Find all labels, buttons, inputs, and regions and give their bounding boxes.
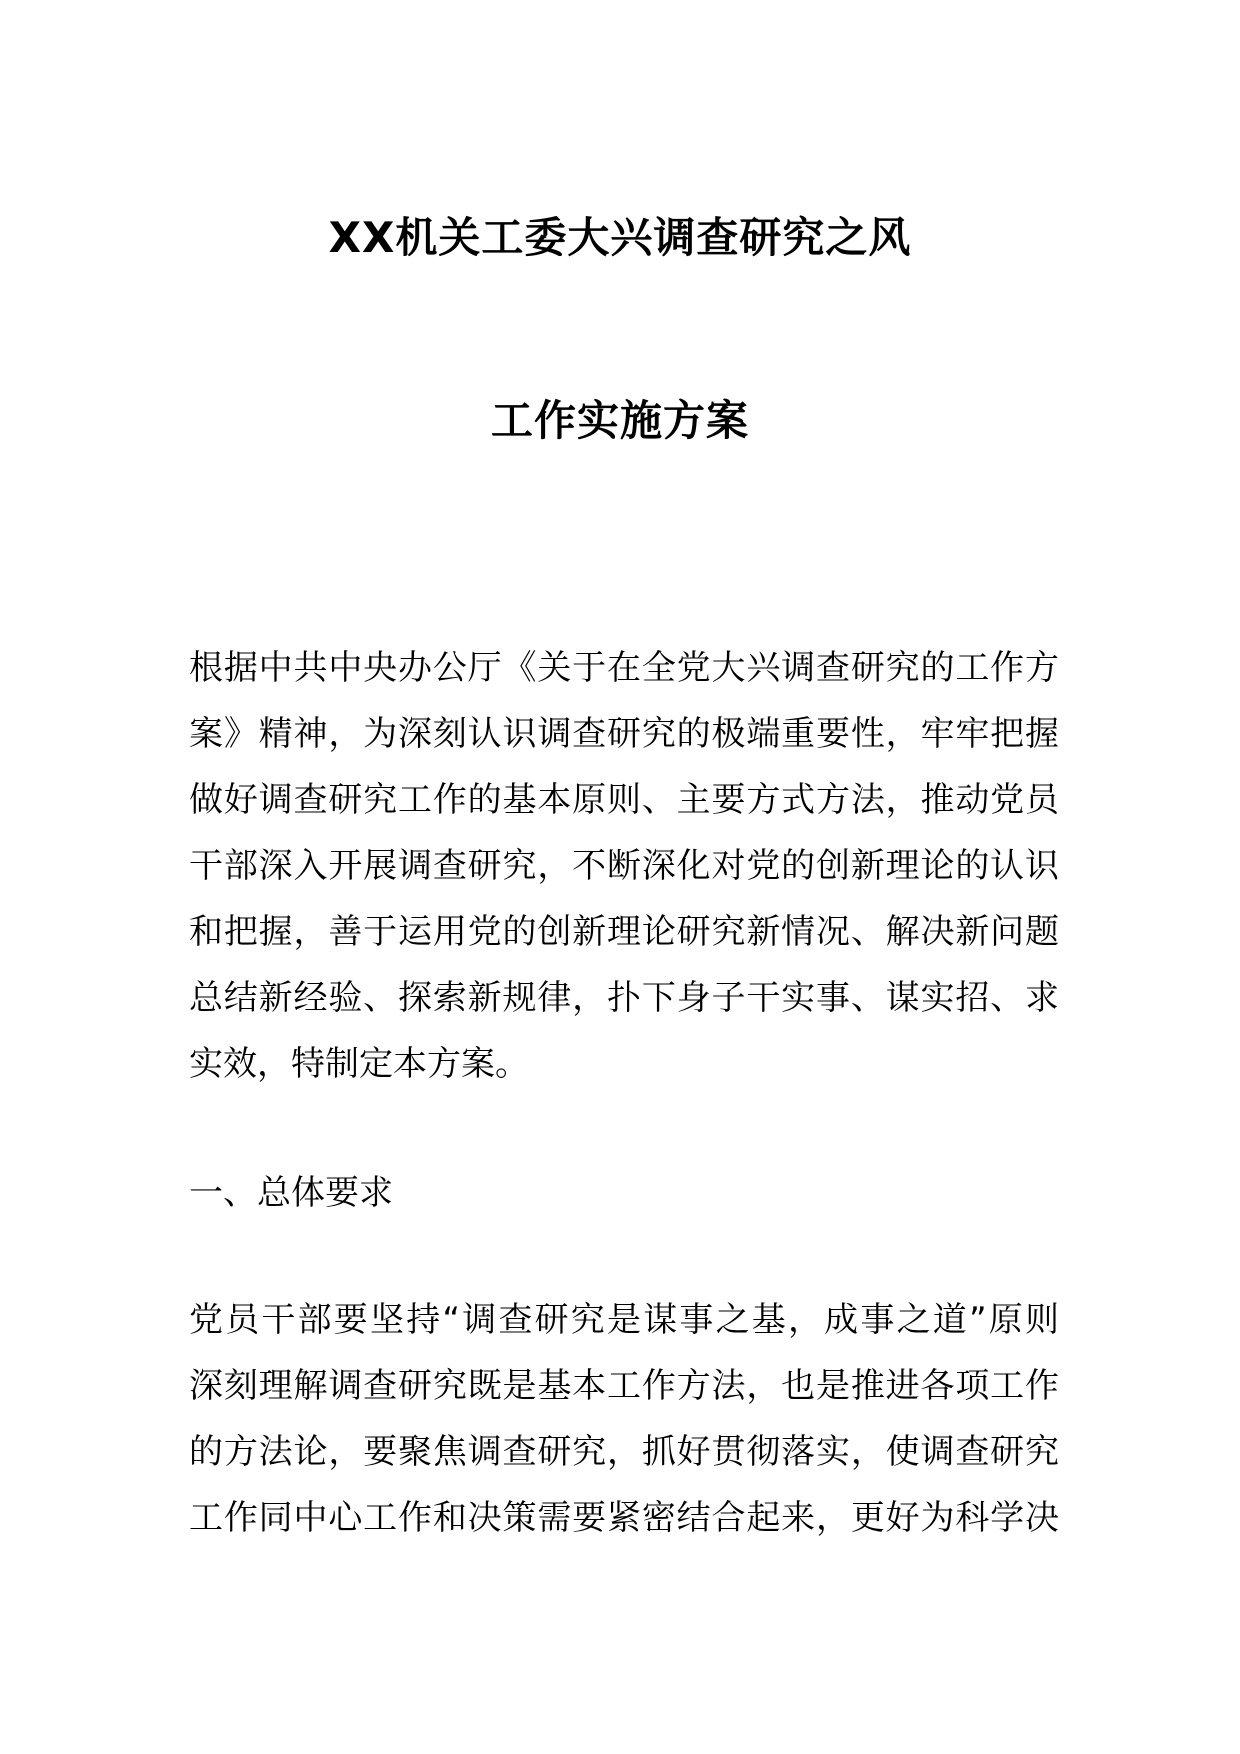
document-title-line-2: 工作实施方案 xyxy=(490,396,749,445)
section-paragraph xyxy=(189,1287,1059,1551)
paragraph-line: 深刻理解调查研究既是基本工作方法，也是推进各项工作 xyxy=(189,1366,1059,1406)
paragraph-line: 根据中共中央办公厅《关于在全党大兴调查研究的工作方 xyxy=(189,648,1059,688)
paragraph-line: 做好调查研究工作的基本原则、主要方式方法，推动党员 xyxy=(189,780,1059,820)
paragraph-line: 实效，特制定本方案。 xyxy=(189,1044,529,1084)
paragraph-line: 的方法论，要聚焦调查研究，抓好贯彻落实，使调查研究 xyxy=(189,1432,1059,1472)
intro-paragraph xyxy=(189,635,1059,1097)
document-title-line-1: XX机关工委大兴调查研究之风 xyxy=(328,213,912,262)
paragraph-line: 总结新经验、探索新规律，扑下身子干实事、谋实招、求 xyxy=(189,978,1059,1018)
paragraph-line: 党员干部要坚持“调查研究是谋事之基，成事之道”原则 xyxy=(189,1300,1059,1340)
paragraph-line: 案》精神，为深刻认识调查研究的极端重要性，牢牢把握 xyxy=(189,714,1059,754)
paragraph-line: 干部深入开展调查研究，不断深化对党的创新理论的认识 xyxy=(189,846,1059,886)
section-heading: 一、总体要求 xyxy=(189,1173,393,1213)
paragraph-line: 和把握，善于运用党的创新理论研究新情况、解决新问题 xyxy=(189,912,1059,952)
paragraph-line: 工作同中心工作和决策需要紧密结合起来，更好为科学决 xyxy=(189,1498,1059,1538)
